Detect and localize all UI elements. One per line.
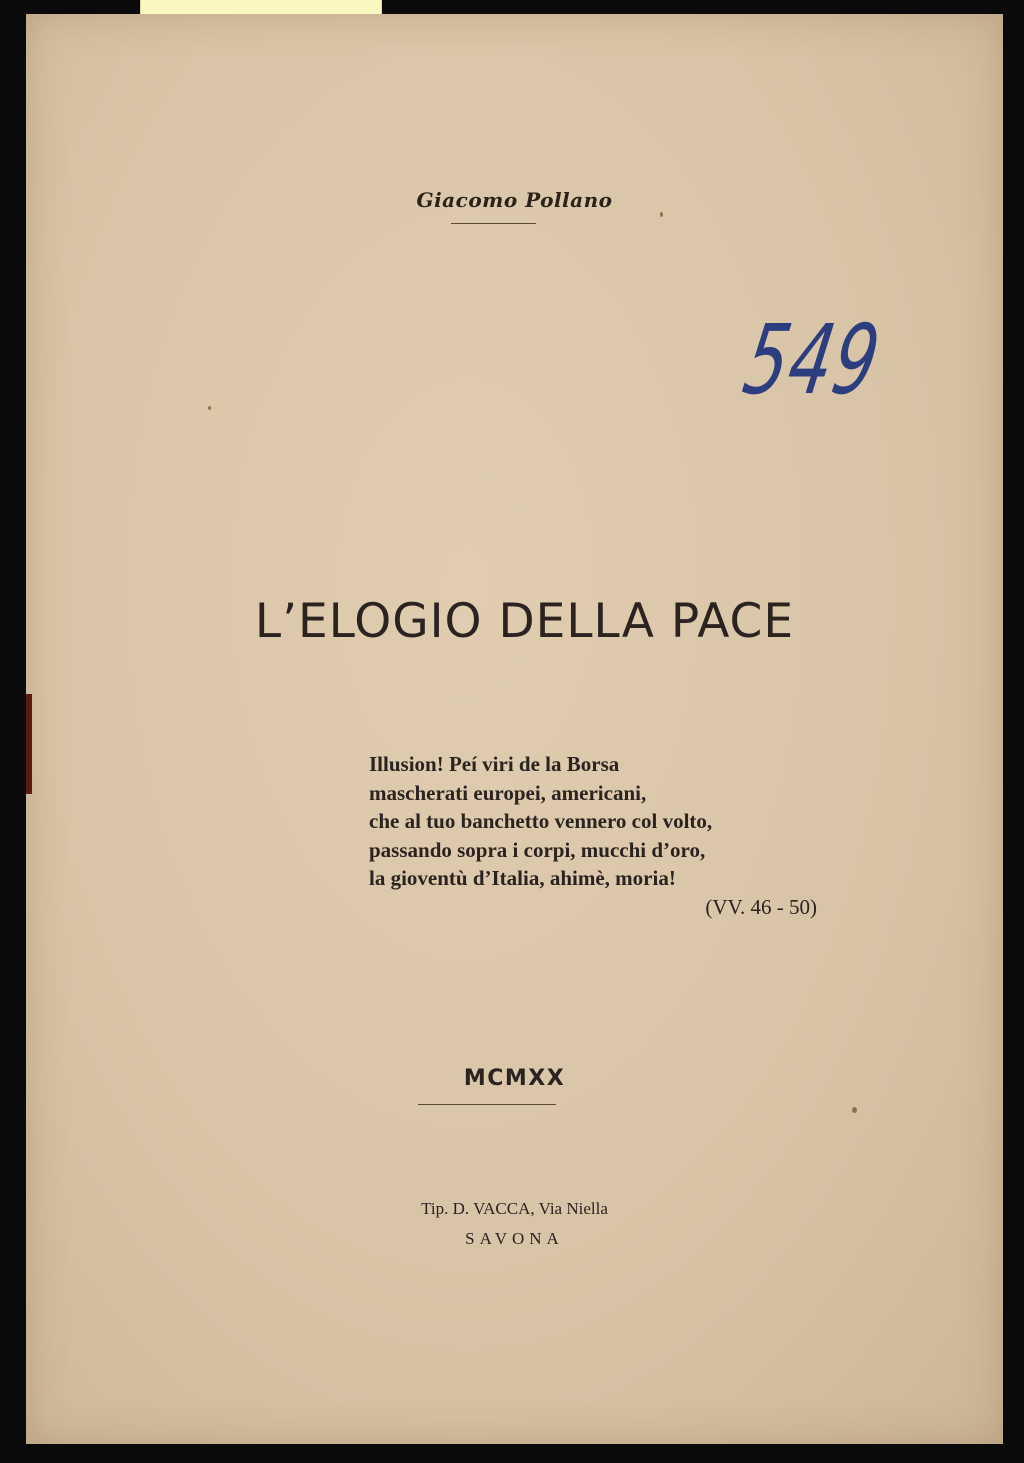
cover-title: L’ELOGIO DELLA PACE <box>254 594 795 649</box>
publication-year: MCMXX <box>463 1066 566 1091</box>
paper-flag-tab <box>140 0 382 14</box>
paper-stain <box>852 1107 857 1113</box>
author-name: Giacomo Pollano <box>416 188 613 212</box>
printer-city: SAVONA <box>465 1229 564 1248</box>
epigraph-line: Illusion! Peí viri de la Borsa <box>369 752 620 776</box>
handwritten-catalog-number: 549 <box>736 304 889 416</box>
printer-name: Tip. D. VACCA, Via Niella <box>421 1199 608 1218</box>
epigraph-line: la gioventù d’Italia, ahimè, moria! <box>369 866 676 890</box>
year-divider <box>418 1104 556 1105</box>
epigraph <box>369 750 829 921</box>
epigraph-line: passando sopra i corpi, mucchi d’oro, <box>369 837 706 862</box>
printer-imprint <box>26 1194 1003 1254</box>
binding-spine <box>26 694 32 794</box>
paper-stain <box>660 212 663 217</box>
epigraph-line: mascherati europei, americani, <box>369 780 647 805</box>
booklet-cover <box>26 14 1003 1444</box>
epigraph-line: che al tuo banchetto vennero col volto, <box>369 809 713 833</box>
author-divider <box>451 223 536 224</box>
epigraph-verse-reference: (VV. 46 - 50) <box>705 894 817 919</box>
paper-stain <box>208 406 211 410</box>
